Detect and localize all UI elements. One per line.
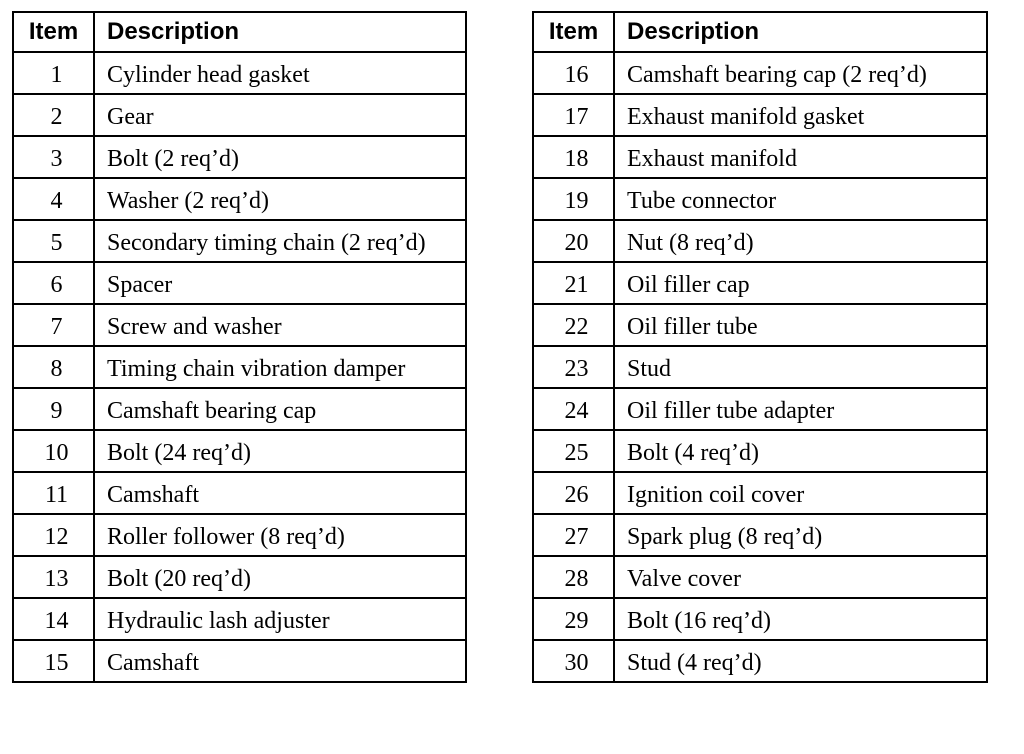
item-description: Camshaft bearing cap (2 req’d) [614,52,987,94]
parts-table-left [12,11,467,683]
item-description: Tube connector [614,178,987,220]
item-description: Timing chain vibration damper [94,346,466,388]
table-row [13,346,466,388]
item-number: 17 [533,94,614,136]
item-number: 1 [13,52,94,94]
item-number: 25 [533,430,614,472]
table-row [13,514,466,556]
table-row [533,262,987,304]
table-row [533,640,987,682]
parts-table-right [532,11,988,683]
table-row [13,304,466,346]
table-row [533,304,987,346]
item-number: 19 [533,178,614,220]
item-number: 24 [533,388,614,430]
item-column-header: Item [13,12,94,52]
item-number: 7 [13,304,94,346]
item-number: 28 [533,556,614,598]
item-description: Nut (8 req’d) [614,220,987,262]
table-row [533,52,987,94]
item-description: Bolt (4 req’d) [614,430,987,472]
item-number: 9 [13,388,94,430]
table-row [533,514,987,556]
item-description: Washer (2 req’d) [94,178,466,220]
table-row [13,472,466,514]
table-row [13,178,466,220]
item-description: Spacer [94,262,466,304]
item-description: Stud (4 req’d) [614,640,987,682]
item-number: 12 [13,514,94,556]
item-number: 18 [533,136,614,178]
item-description: Screw and washer [94,304,466,346]
table-row [13,136,466,178]
item-number: 3 [13,136,94,178]
description-column-header: Description [94,12,466,52]
item-number: 6 [13,262,94,304]
item-description: Bolt (24 req’d) [94,430,466,472]
parts-list-left [13,52,466,682]
item-description: Exhaust manifold gasket [614,94,987,136]
item-number: 5 [13,220,94,262]
item-number: 14 [13,598,94,640]
item-description: Gear [94,94,466,136]
item-number: 22 [533,304,614,346]
table-row [13,52,466,94]
item-number: 11 [13,472,94,514]
item-number: 13 [13,556,94,598]
item-description: Ignition coil cover [614,472,987,514]
item-description: Bolt (20 req’d) [94,556,466,598]
item-description: Camshaft [94,640,466,682]
item-description: Roller follower (8 req’d) [94,514,466,556]
item-description: Valve cover [614,556,987,598]
item-description: Cylinder head gasket [94,52,466,94]
item-description: Exhaust manifold [614,136,987,178]
item-number: 15 [13,640,94,682]
table-row [533,430,987,472]
table-row [533,136,987,178]
table-row [533,388,987,430]
table-row [13,640,466,682]
table-header-row [533,12,987,52]
item-number: 30 [533,640,614,682]
table-row [533,472,987,514]
table-row [533,178,987,220]
item-description: Oil filler tube [614,304,987,346]
item-number: 2 [13,94,94,136]
table-row [13,598,466,640]
table-row [13,262,466,304]
item-description: Camshaft bearing cap [94,388,466,430]
item-description: Stud [614,346,987,388]
item-description: Oil filler cap [614,262,987,304]
item-description: Spark plug (8 req’d) [614,514,987,556]
item-number: 8 [13,346,94,388]
item-number: 16 [533,52,614,94]
item-description: Oil filler tube adapter [614,388,987,430]
item-column-header: Item [533,12,614,52]
table-header-row [13,12,466,52]
description-column-header: Description [614,12,987,52]
item-number: 27 [533,514,614,556]
table-row [533,556,987,598]
parts-list-right [533,52,987,682]
item-description: Bolt (2 req’d) [94,136,466,178]
table-row [533,598,987,640]
item-description: Camshaft [94,472,466,514]
item-number: 10 [13,430,94,472]
table-row [13,430,466,472]
table-row [533,220,987,262]
table-row [533,346,987,388]
table-row [13,220,466,262]
item-number: 20 [533,220,614,262]
table-row [533,94,987,136]
item-number: 26 [533,472,614,514]
item-description: Hydraulic lash adjuster [94,598,466,640]
item-number: 23 [533,346,614,388]
table-row [13,94,466,136]
item-number: 21 [533,262,614,304]
item-number: 29 [533,598,614,640]
item-number: 4 [13,178,94,220]
item-description: Secondary timing chain (2 req’d) [94,220,466,262]
table-row [13,556,466,598]
item-description: Bolt (16 req’d) [614,598,987,640]
table-row [13,388,466,430]
